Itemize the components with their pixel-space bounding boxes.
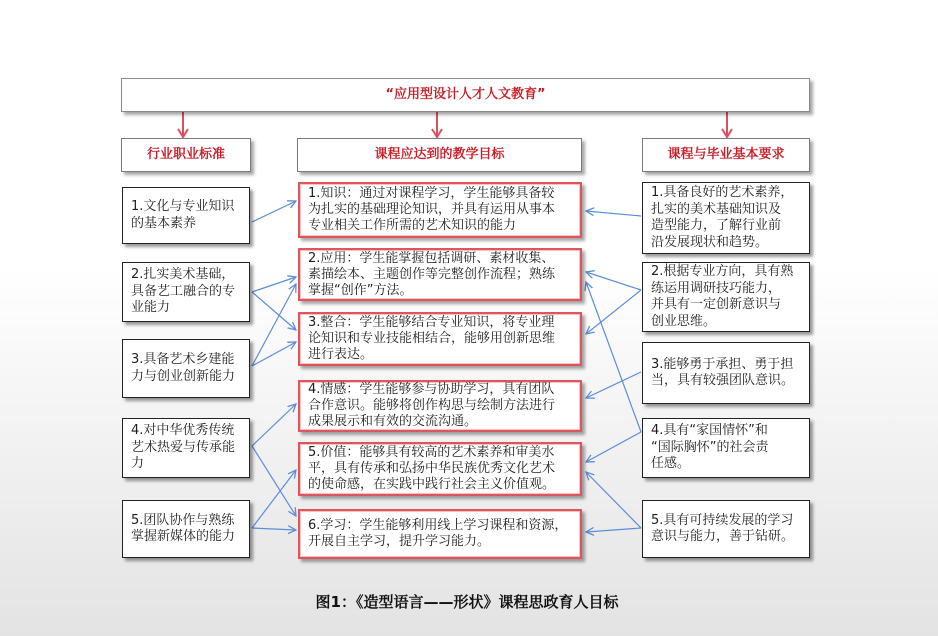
header-teaching-goals: [297, 138, 582, 172]
industry-standard-box-3: [122, 339, 250, 398]
connector-std3-goal2: [252, 284, 296, 366]
graduation-requirement-box-4: [642, 418, 810, 478]
connector-req4-goal5: [586, 432, 641, 462]
graduation-requirement-text: 4.具有“家国情怀”和 “国际胸怀”的社会责 任感。: [651, 423, 769, 472]
graduation-requirement-box-1: [642, 182, 810, 254]
figure-caption: 图1：《造型语言——形状》课程思政育人目标: [315, 593, 619, 611]
industry-standard-text: 1.文化与专业知识 的基本素养: [131, 199, 235, 231]
graduation-requirement-text: 5.具有可持续发展的学习 意识与能力，善于钻研。: [651, 512, 795, 544]
industry-standard-text: 5.团队协作与熟练 掌握新媒体的能力: [131, 512, 236, 544]
teaching-goal-box-5: [298, 442, 582, 496]
connector-std5-goal5: [252, 470, 296, 528]
teaching-goal-text: 3.整合：学生能够结合专业知识，将专业理 论知识和专业技能相结合，能够用创新思维 进行表达。: [308, 315, 556, 362]
teaching-goal-box-6: [298, 509, 582, 559]
connector-req3-goal4: [586, 372, 641, 398]
connector-req1-goal1: [586, 211, 641, 216]
industry-standard-box-1: [122, 187, 250, 244]
connector-req5-goal5: [586, 472, 641, 528]
graduation-requirement-box-2: [642, 262, 810, 332]
industry-standard-box-2: [122, 262, 250, 322]
header-industry-standards-label: 行业职业标准: [146, 146, 225, 162]
graduation-requirement-text: 3.能够勇于承担、勇于担 当，具有较强团队意识。: [651, 356, 795, 388]
connector-req5-goal6: [586, 528, 641, 532]
teaching-goal-text: 5.价值：能够具有较高的艺术素养和审美水 平，具有传承和弘扬中华民族优秀文化艺术 的使命感，在实践中践行社会主义价值观。: [308, 445, 556, 492]
teaching-goal-box-4: [298, 380, 582, 432]
teaching-goal-text: 6.学习：学生能够利用线上学习课程和资源， 开展自主学习，提升学习能力。: [308, 518, 568, 549]
teaching-goal-text: 2.应用：学生能掌握包括调研、素材收集、 素描绘本、主题创作等完整创作流程；熟练 掌握“创作”方法。: [308, 250, 556, 298]
connector-std4-goal4: [252, 404, 296, 446]
header-graduation-requirements: [642, 138, 810, 172]
industry-standard-text: 4.对中华优秀传统 艺术热爱与传承能 力: [131, 423, 236, 472]
connector-std2-goal2: [252, 277, 296, 292]
graduation-requirement-text: 2.根据专业方向，具有熟 练运用调研技巧能力， 并具有一定创新意识与 创业思维。: [651, 264, 794, 329]
connector-std2-goal3: [252, 292, 296, 330]
graduation-requirement-box-5: [642, 500, 810, 558]
header-industry-standards: [121, 138, 251, 172]
teaching-goal-text: 4.情感：学生能够参与协助学习，具有团队 合作意识。能够将创作构思与绘制方法进行 成果展示和有效的交流沟通。: [308, 382, 556, 429]
graduation-requirement-text: 1.具备良好的艺术素养， 扎实的美术基础知识及 造型能力，了解行业前 沿发展现状和趋势。: [651, 185, 794, 250]
header-graduation-requirements-label: 课程与毕业基本要求: [667, 146, 785, 162]
connector-std3-goal3: [252, 342, 296, 366]
industry-standard-text: 2.扎实美术基础， 具备艺工融合的专 业能力: [131, 267, 236, 316]
teaching-goal-box-2: [298, 248, 582, 301]
connector-req2-goal3: [586, 290, 641, 334]
connector-std4-goal6: [252, 446, 296, 516]
graduation-requirement-box-3: [642, 342, 810, 404]
teaching-goal-box-3: [298, 312, 582, 366]
diagram-title: “应用型设计人才人文教育”: [385, 86, 546, 102]
teaching-goal-box-1: [298, 182, 582, 238]
industry-standard-text: 3.具备艺术乡建能 力与创业创新能力: [131, 352, 236, 384]
connector-req4-goal2: [586, 282, 641, 432]
connector-req2-goal2: [586, 272, 641, 290]
industry-standard-box-4: [122, 418, 250, 478]
diagram-title-box: [121, 78, 810, 112]
connector-std1-goal1: [252, 201, 296, 222]
teaching-goal-text: 1.知识：通过对课程学习，学生能够具备较 为扎实的基础理论知识，并具有运用从事本 专业相关工作所需的艺术知识的能力: [308, 186, 556, 233]
connector-std5-goal6: [252, 528, 296, 530]
industry-standard-box-5: [122, 500, 250, 558]
header-teaching-goals-label: 课程应达到的教学目标: [374, 146, 505, 162]
